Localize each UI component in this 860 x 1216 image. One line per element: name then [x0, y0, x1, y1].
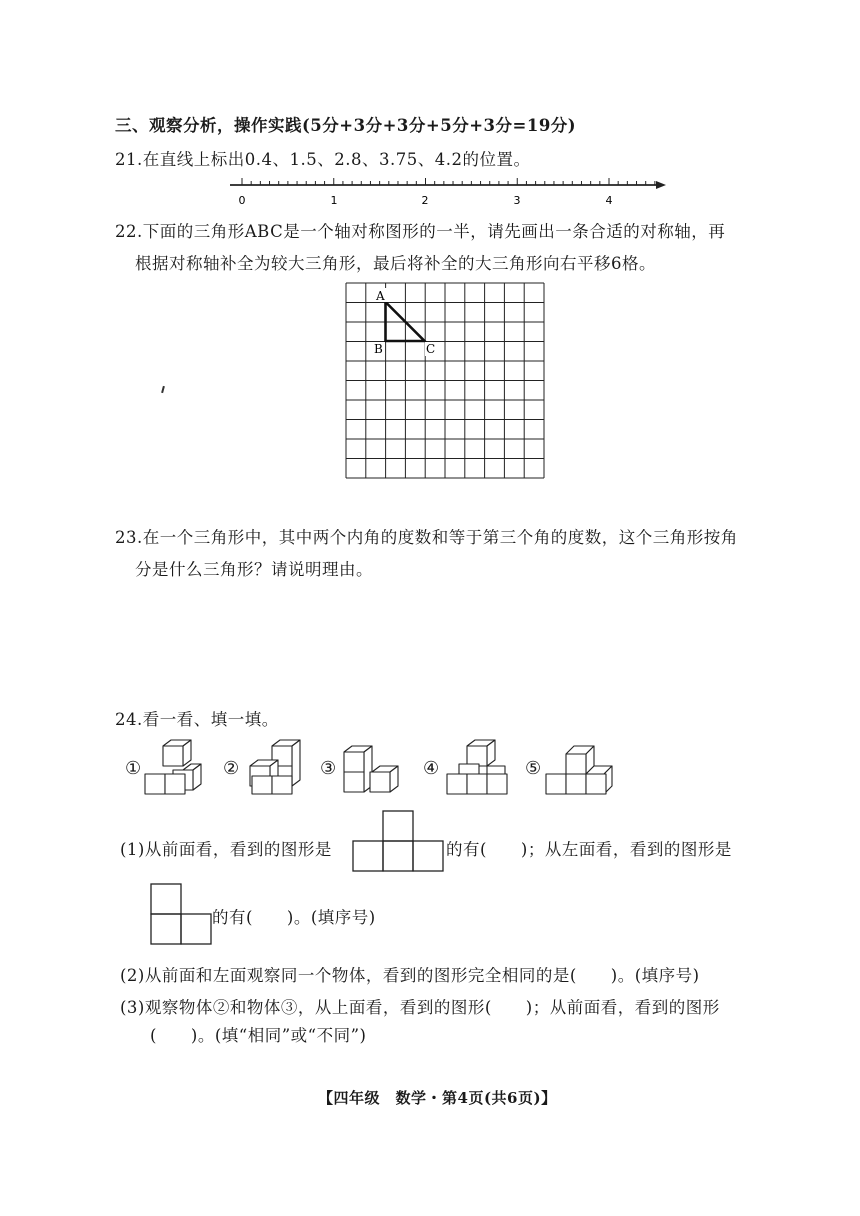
left-view-shape [150, 883, 212, 945]
question-22-line2: 根据对称轴补全为较大三角形，最后将补全的大三角形向右平移6格。 [135, 254, 656, 273]
cube-figure-3 [340, 736, 402, 798]
square-grid [345, 282, 550, 482]
question-23-line1: 23.在一个三角形中，其中两个内角的度数和等于第三个角的度数，这个三角形按角 [115, 528, 738, 547]
figure-number-3: ③ [320, 758, 337, 779]
page-footer: 【四年级 数学・第4页(共6页)】 [318, 1089, 557, 1107]
cube-figure-2 [242, 736, 304, 798]
point-c-label: C [426, 342, 436, 356]
tick-label-3: 3 [513, 194, 521, 207]
question-24-part2: (2)从前面和左面观察同一个物体，看到的图形完全相同的是( )。(填序号) [120, 966, 700, 985]
cube-figure-1 [143, 736, 205, 798]
question-22-line1: 22.下面的三角形ABC是一个轴对称图形的一半，请先画出一条合适的对称轴，再 [115, 222, 726, 241]
cube-figure-4 [443, 736, 509, 798]
tick-label-0: 0 [238, 194, 246, 207]
point-b-label: B [374, 342, 383, 356]
figure-number-1: ① [125, 758, 142, 779]
number-line [228, 172, 668, 212]
stray-mark [161, 386, 165, 393]
question-24-part3-line1: (3)观察物体②和物体③，从上面看，看到的图形( )；从前面看，看到的图形 [120, 998, 720, 1017]
question-24-part3-line2: ( )。(填“相同”或“不同”) [150, 1026, 367, 1045]
tick-label-4: 4 [605, 194, 613, 207]
number-line-arrow-icon [656, 181, 666, 189]
question-24-part1-a: (1)从前面看，看到的图形是 [120, 840, 332, 859]
question-23-line2: 分是什么三角形？请说明理由。 [135, 560, 373, 579]
cube-figure-5 [544, 736, 614, 798]
point-a-label: A [376, 289, 385, 303]
tick-label-2: 2 [421, 194, 429, 207]
figure-number-4: ④ [423, 758, 440, 779]
figure-number-2: ② [223, 758, 240, 779]
front-view-shape [352, 810, 444, 872]
section-title: 三、观察分析，操作实践(5分+3分+3分+5分+3分=19分) [115, 116, 577, 135]
question-24-part1-b: 的有( )；从左面看，看到的图形是 [446, 840, 732, 859]
tick-label-1: 1 [330, 194, 338, 207]
question-24-title: 24.看一看、填一填。 [115, 710, 279, 729]
figure-number-5: ⑤ [525, 758, 542, 779]
question-21-text: 21.在直线上标出0.4、1.5、2.8、3.75、4.2的位置。 [115, 150, 531, 169]
question-24-part1-c: 的有( )。(填序号) [212, 908, 376, 927]
